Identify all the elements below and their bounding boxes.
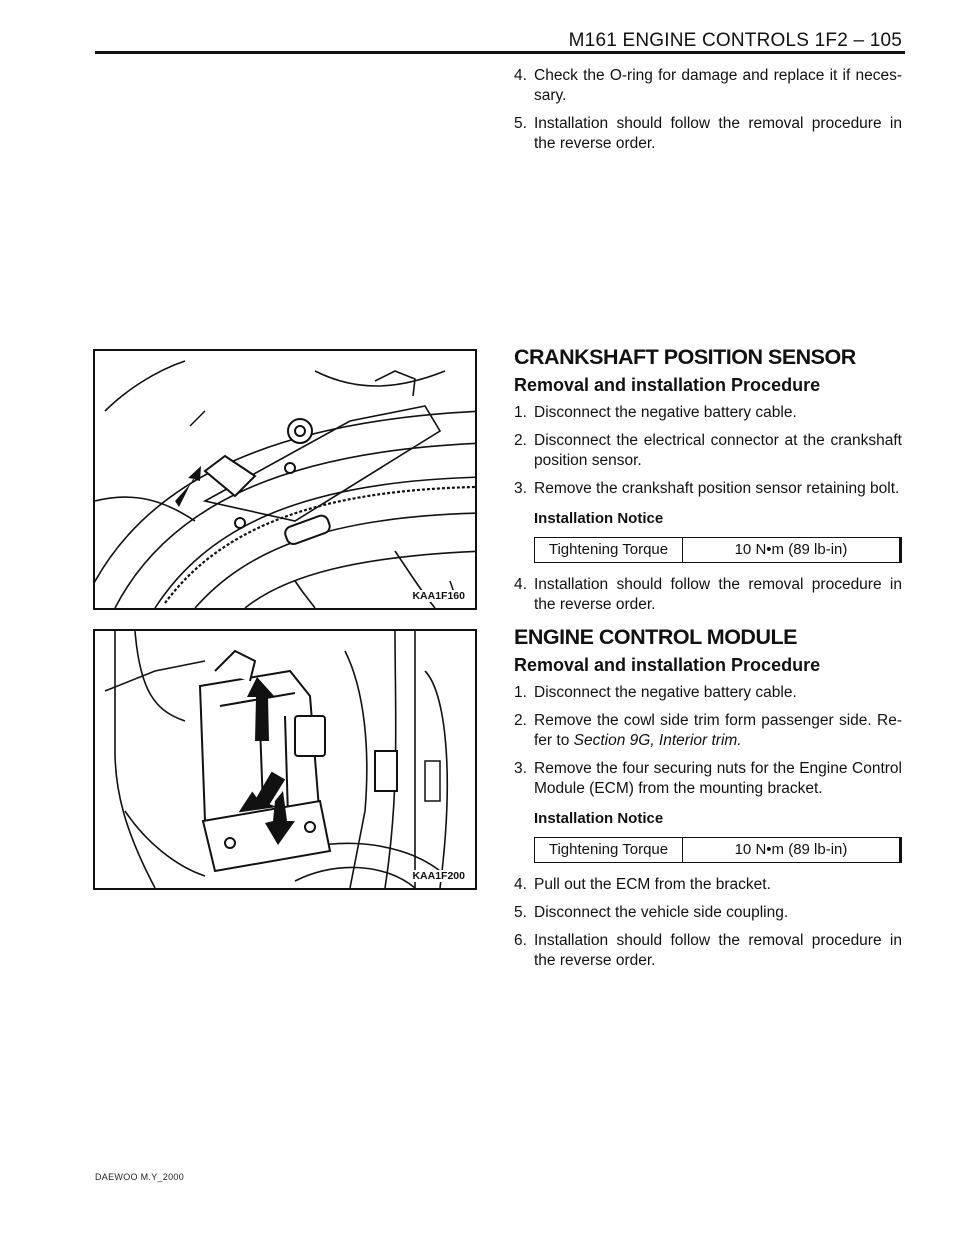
- list-item: 3. Remove the crankshaft position sensor retaining bolt.: [514, 480, 900, 497]
- list-item: 5. Disconnect the vehicle side coupling.: [514, 904, 789, 921]
- top-continuation: [514, 66, 902, 162]
- figure-engine-control-module: [93, 629, 477, 890]
- torque-value: 10 N•m (89 lb-in): [683, 538, 901, 563]
- torque-label: Tightening Torque: [535, 838, 683, 863]
- installation-notice: Installation Notice: [534, 810, 664, 827]
- list-item: 4. Check the O-ring for damage and replace it if neces-sary.: [514, 67, 902, 104]
- list-item: 5. Installation should follow the removal procedure in the reverse order.: [514, 115, 902, 152]
- page-header-title: M161 ENGINE CONTROLS 1F2 – 105: [568, 30, 902, 51]
- torque-table: [534, 837, 902, 863]
- ecm-illustration: [95, 631, 475, 888]
- list-item: 1. Disconnect the negative battery cable.: [514, 684, 797, 701]
- figure-label: KAA1F200: [412, 870, 465, 882]
- page-footer: DAEWOO M.Y_2000: [95, 1172, 185, 1182]
- figure-crankshaft-sensor: [93, 349, 477, 610]
- crankshaft-section: [514, 347, 902, 623]
- section-subtitle: Removal and installation Procedure: [514, 375, 821, 395]
- torque-value: 10 N•m (89 lb-in): [683, 838, 901, 863]
- installation-notice: Installation Notice: [534, 510, 664, 527]
- crankshaft-sensor-illustration: [95, 351, 475, 608]
- list-item: 3. Remove the four securing nuts for the Engine Control Module (ECM) from the mounting bracket.: [514, 760, 902, 797]
- list-item: 1. Disconnect the negative battery cable.: [514, 404, 797, 421]
- torque-table: [534, 537, 902, 563]
- list-item: 4. Installation should follow the removal procedure in the reverse order.: [514, 576, 902, 613]
- list-item: 2. Remove the cowl side trim form passenger side. Re-fer to Section 9G, Interior trim.: [514, 712, 902, 749]
- section-title: CRANKSHAFT POSITION SENSOR: [514, 345, 856, 369]
- list-item: 2. Disconnect the electrical connector at the crankshaft position sensor.: [514, 432, 902, 469]
- figure-label: KAA1F160: [412, 590, 465, 602]
- header-rule: [95, 51, 905, 54]
- section-title: ENGINE CONTROL MODULE: [514, 625, 797, 649]
- section-reference: Section 9G, Interior trim.: [573, 732, 742, 749]
- section-subtitle: Removal and installation Procedure: [514, 655, 821, 675]
- torque-label: Tightening Torque: [535, 538, 683, 563]
- list-item: 4. Pull out the ECM from the bracket.: [514, 876, 771, 893]
- list-item: 6. Installation should follow the removal procedure in the reverse order.: [514, 932, 902, 969]
- ecm-section: [514, 627, 902, 979]
